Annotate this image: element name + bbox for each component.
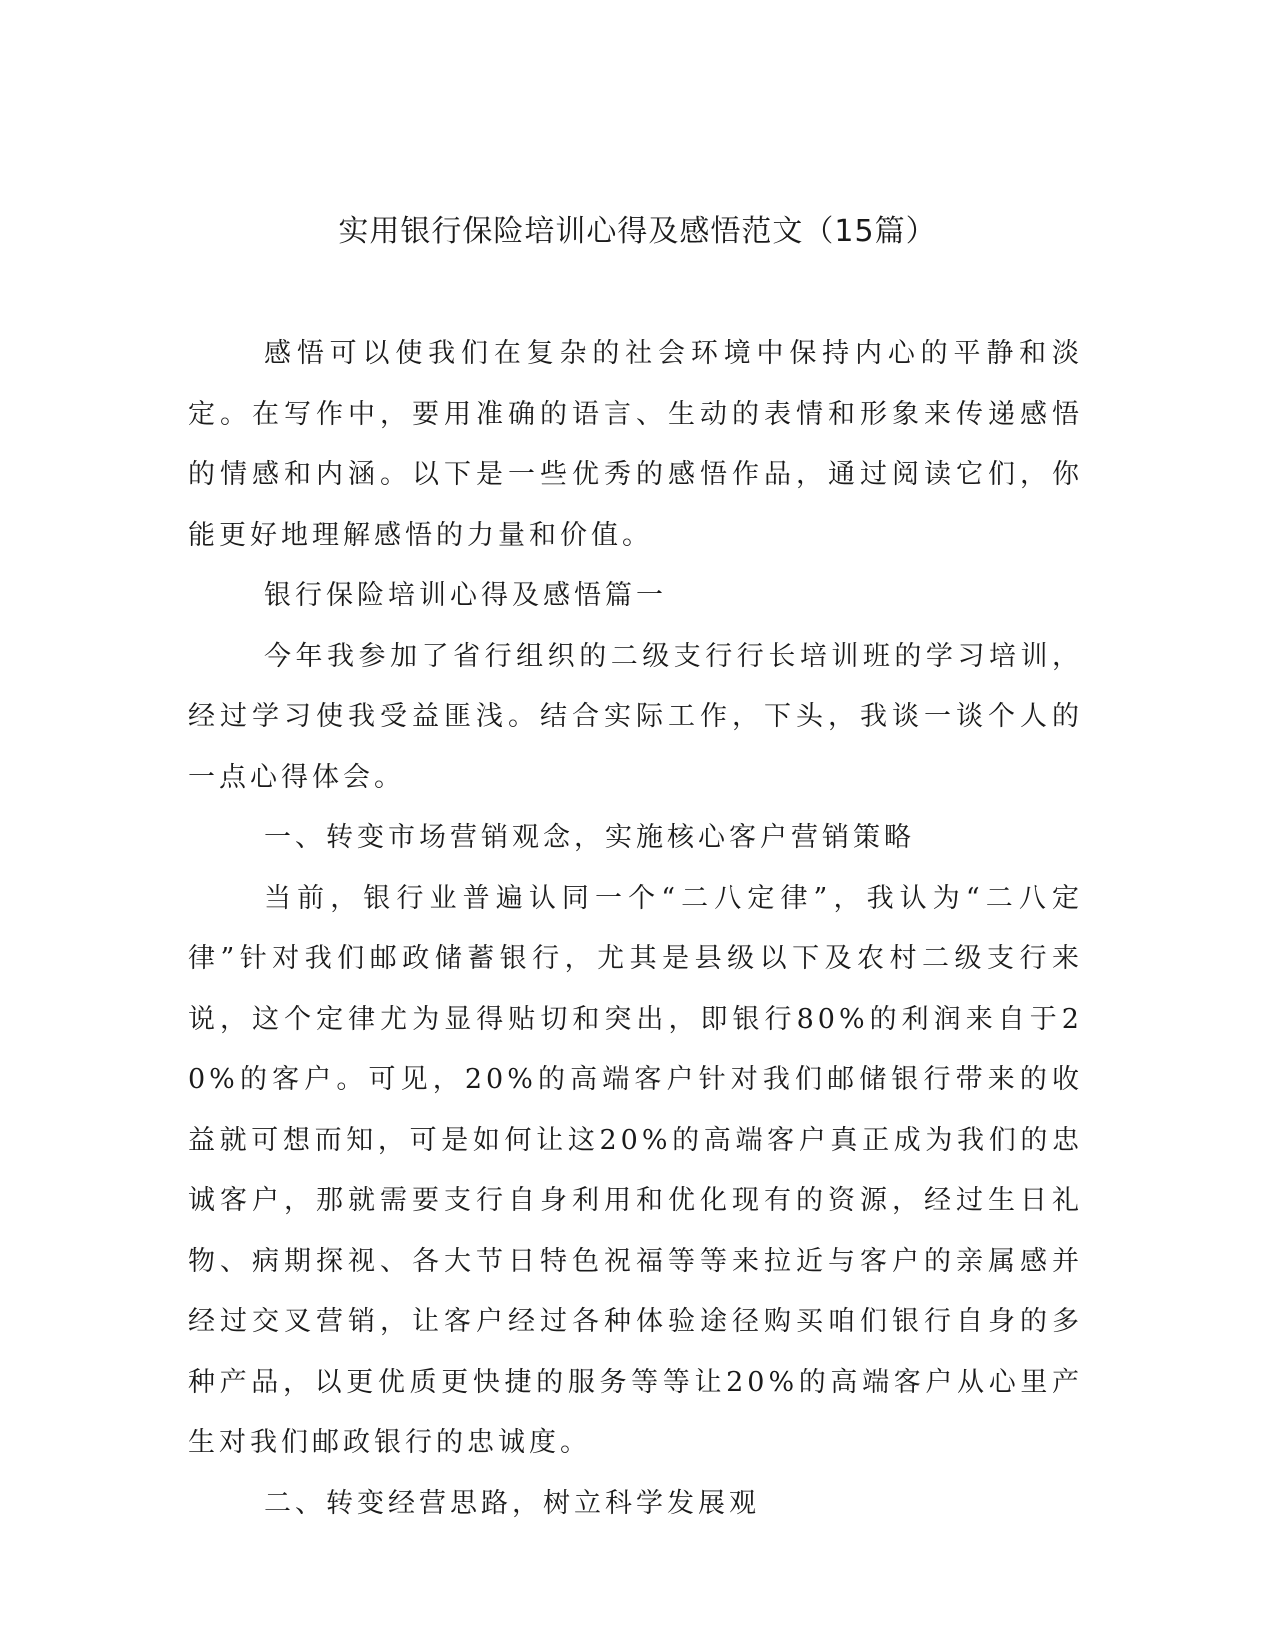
section-heading-1: 银行保险培训心得及感悟篇一 [264,580,667,611]
subheading-1: 一、转变市场营销观念，实施核心客户营销策略 [264,822,915,853]
body-paragraph-1: 今年我参加了省行组织的二级支行行长培训班的学习培训，经过学习使我受益匪浅。结合实际工作，下头，我谈一谈个人的一点心得体会。 [188,640,1083,793]
document-title: 实用银行保险培训心得及感悟范文（15篇） [338,214,937,249]
subheading-2: 二、转变经营思路，树立科学发展观 [264,1487,760,1519]
document-body [188,324,1083,1534]
body-paragraph-2: 当前，银行业普遍认同一个“二八定律”，我认为“二八定律”针对我们邮政储蓄银行，尤其是县级以下及农村二级支行来说，这个定律尤为显得贴切和突出，即银行80%的利润来自于20%的客户。可见，20%的高端客户针对我们邮储银行带来的收益就可想而知，可是如何让这20%的高端客户真正成为我们的忠诚客户，那就需要支行自身利用和优化现有的资源，经过生日礼物、病期探视、各大节日特色祝福等等来拉近与客户的亲属感并经过交叉营销，让客户经过各种体验途径购买咱们银行自身的多种产品，以更优质更快捷的服务等等让20%的高端客户从心里产生对我们邮政银行的忠诚度。 [188,882,1083,1458]
intro-paragraph: 感悟可以使我们在复杂的社会环境中保持内心的平静和淡定。在写作中，要用准确的语言、生动的表情和形象来传递感悟的情感和内涵。以下是一些优秀的感悟作品，通过阅读它们，你能更好地理解感悟的力量和价值。 [188,338,1083,551]
